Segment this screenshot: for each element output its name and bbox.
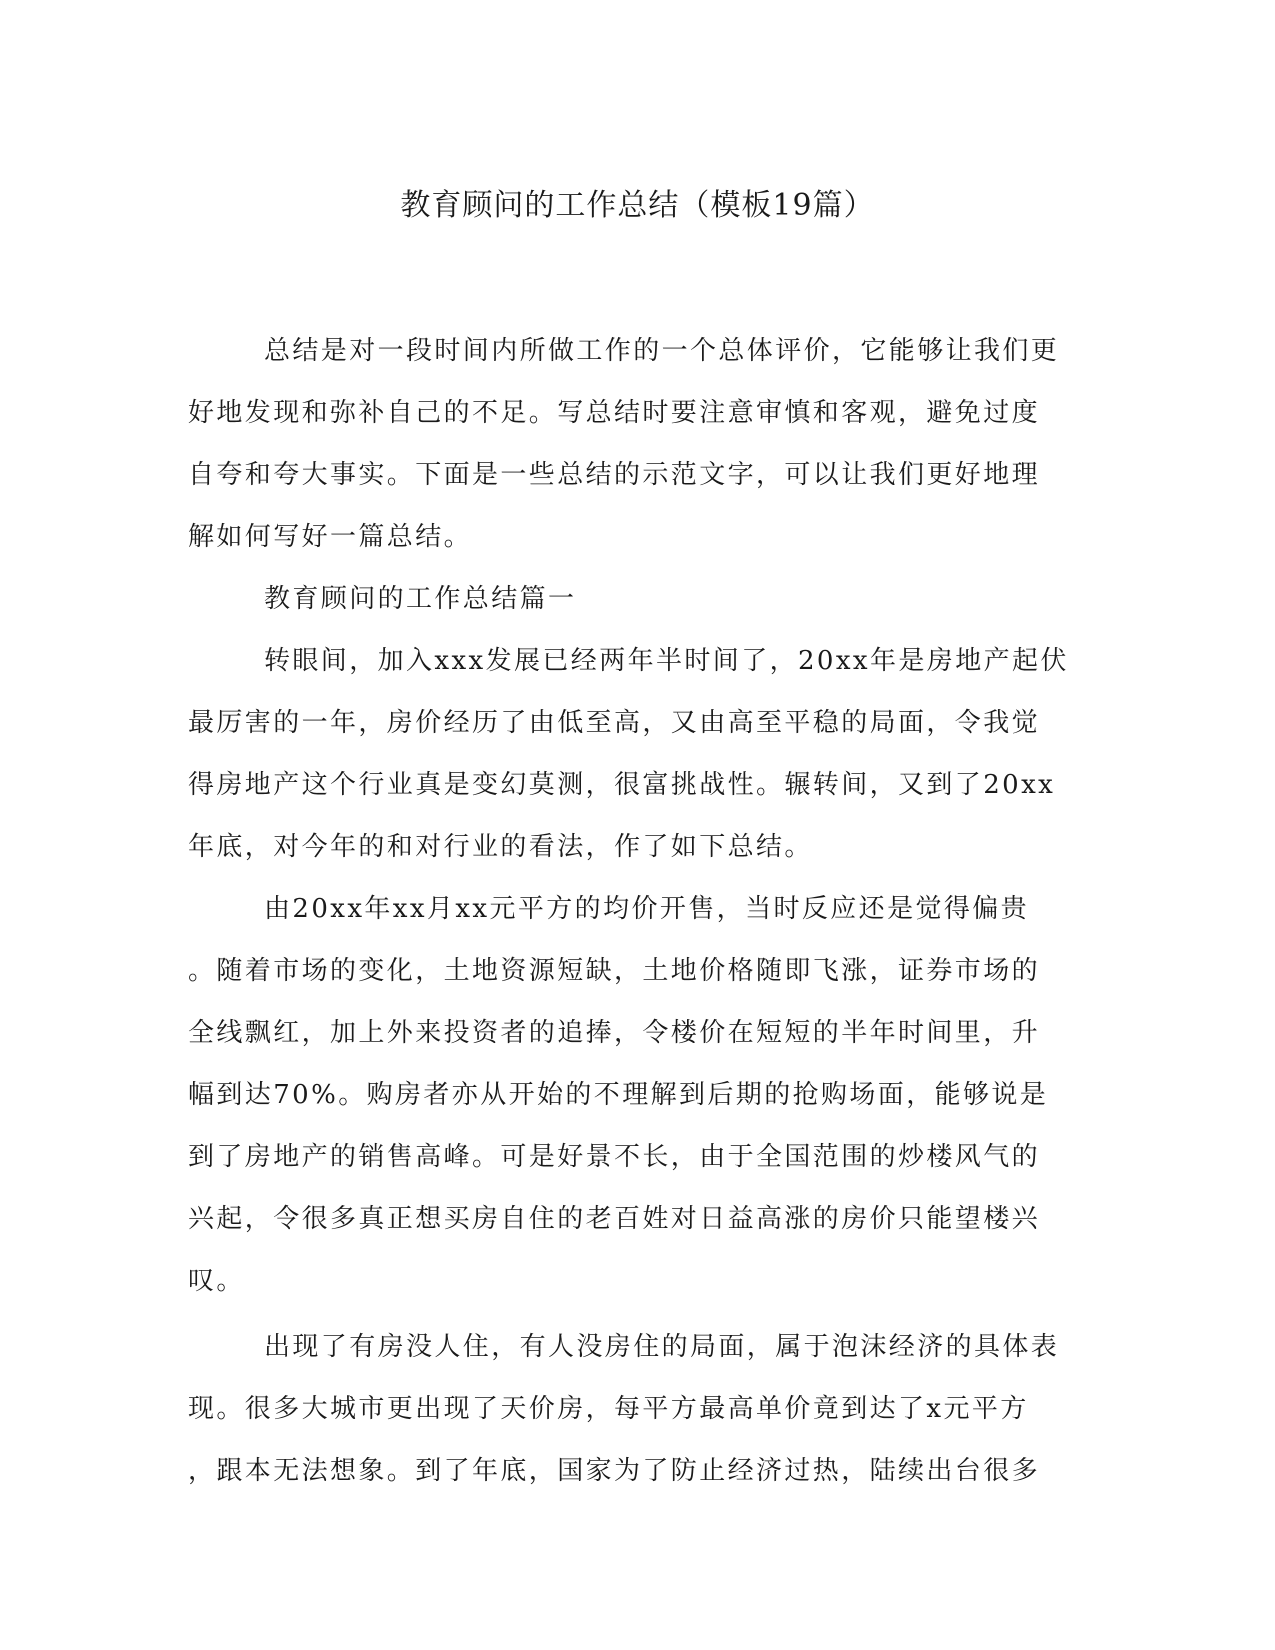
intro-line-1: 总结是对一段时间内所做工作的一个总体评价，它能够让我们更 (264, 336, 1060, 366)
document-body (188, 320, 1088, 1502)
paragraph-2-line-7: 叹。 (188, 1266, 245, 1296)
intro-line-3: 自夸和夸大事实。下面是一些总结的示范文字，可以让我们更好地理 (188, 460, 1041, 490)
paragraph-3-line-1: 出现了有房没人住，有人没房住的局面，属于泡沫经济的具体表 (264, 1332, 1060, 1362)
page-title: 教育顾问的工作总结（模板19篇） (400, 188, 875, 223)
paragraph-2-line-3: 全线飘红，加上外来投资者的追捧，令楼价在短短的半年时间里，升 (188, 1018, 1041, 1048)
paragraph-3-line-3: ，跟本无法想象。到了年底，国家为了防止经济过热，陆续出台很多 (188, 1456, 1041, 1486)
paragraph-2-line-1: 由20xx年xx月xx元平方的均价开售，当时反应还是觉得偏贵 (264, 894, 1030, 924)
paragraph-2-line-6: 兴起，令很多真正想买房自住的老百姓对日益高涨的房价只能望楼兴 (188, 1204, 1041, 1234)
paragraph-2-line-2: 。随着市场的变化，土地资源短缺，土地价格随即飞涨，证券市场的 (188, 956, 1041, 986)
paragraph-1-line-3: 得房地产这个行业真是变幻莫测，很富挑战性。辗转间，又到了20xx (188, 770, 1056, 800)
paragraph-2-line-4: 幅到达70%。购房者亦从开始的不理解到后期的抢购场面，能够说是 (188, 1080, 1049, 1110)
intro-line-4: 解如何写好一篇总结。 (188, 522, 473, 552)
intro-line-2: 好地发现和弥补自己的不足。写总结时要注意审慎和客观，避免过度 (188, 398, 1041, 428)
paragraph-3-line-2: 现。很多大城市更出现了天价房，每平方最高单价竟到达了x元平方 (188, 1394, 1029, 1424)
paragraph-2-line-5: 到了房地产的销售高峰。可是好景不长，由于全国范围的炒楼风气的 (188, 1142, 1041, 1172)
paragraph-1-line-4: 年底，对今年的和对行业的看法，作了如下总结。 (188, 832, 813, 862)
section-heading: 教育顾问的工作总结篇一 (264, 584, 577, 614)
paragraph-1-line-1: 转眼间，加入xxx发展已经两年半时间了，20xx年是房地产起伏 (264, 646, 1069, 676)
paragraph-1-line-2: 最厉害的一年，房价经历了由低至高，又由高至平稳的局面，令我觉 (188, 708, 1041, 738)
